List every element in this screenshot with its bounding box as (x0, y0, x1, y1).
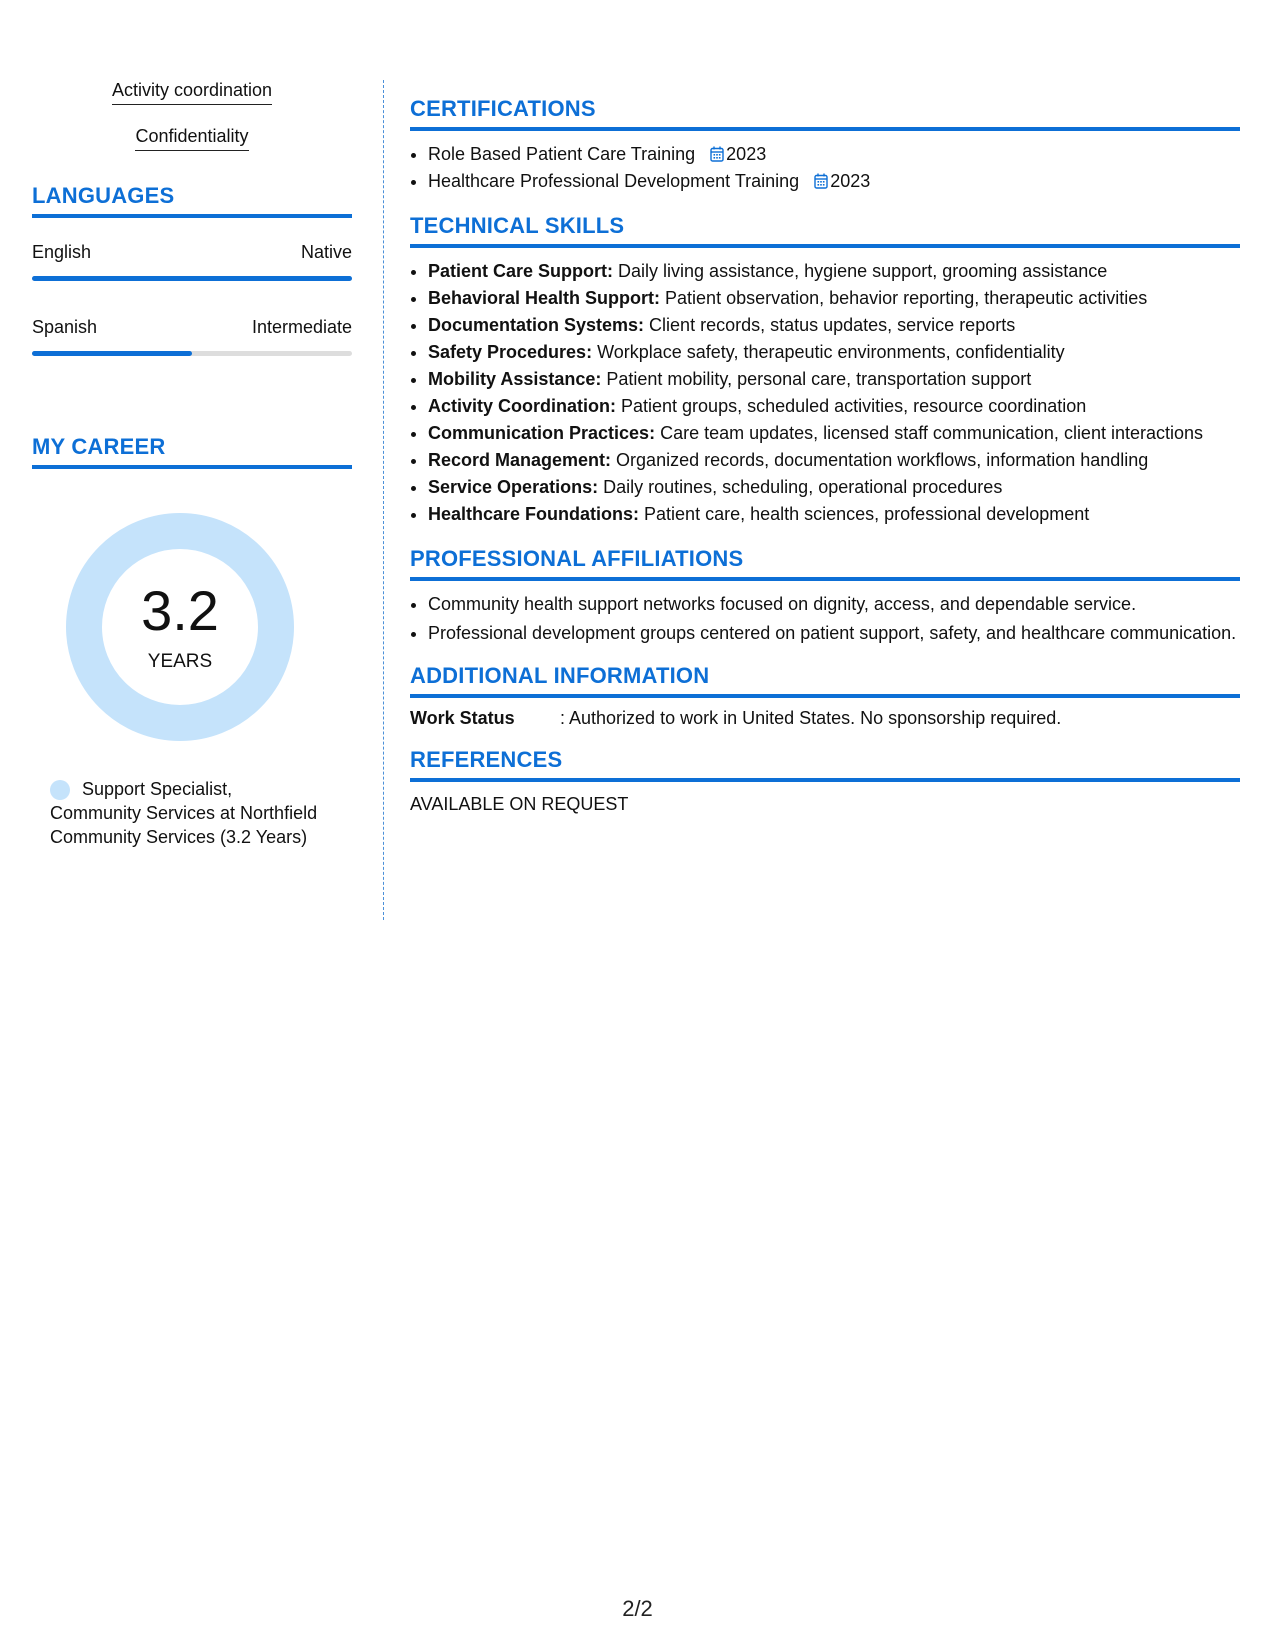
calendar-icon (814, 173, 828, 189)
language-bar-fill (32, 351, 192, 356)
languages-title: LANGUAGES (32, 183, 352, 218)
language-name: English (32, 242, 92, 262)
affiliation-item: • Community health support networks focused on dignity, access, and dependable service. (428, 591, 1240, 618)
skill-desc: Patient observation, behavior reporting, therapeutic activities (660, 288, 1148, 308)
skill-name: Record Management: (428, 450, 612, 470)
technical-skills-title: TECHNICAL SKILLS (410, 213, 1240, 248)
skill-name: Mobility Assistance: (428, 369, 602, 389)
skill-name: Documentation Systems: (428, 315, 645, 335)
certifications-title: CERTIFICATIONS (410, 96, 1240, 131)
right-column (410, 96, 1240, 833)
page-number: 2/2 (622, 1596, 653, 1621)
technical-skill-item (428, 474, 1240, 501)
references-title: REFERENCES (410, 747, 1240, 782)
technical-skill-item (428, 366, 1240, 393)
career-title: MY CAREER (32, 434, 352, 469)
certification-year: 2023 (726, 144, 767, 164)
calendar-icon (710, 146, 724, 162)
skill-name: Service Operations: (428, 477, 599, 497)
column-divider (383, 80, 384, 920)
language-level: Intermediate (251, 317, 352, 337)
language-level: Native (300, 242, 352, 262)
certification-year: 2023 (830, 171, 871, 191)
technical-skill-item (428, 285, 1240, 312)
skill-desc: Patient care, health sciences, professional development (639, 504, 1090, 524)
left-column (32, 80, 352, 849)
career-legend-item (50, 777, 320, 849)
affiliation-item: • Professional development groups centered on patient support, safety, and healthcare communication. (428, 621, 1240, 645)
affiliations-title: PROFESSIONAL AFFILIATIONS (410, 546, 1240, 581)
skill-name: Patient Care Support: (428, 261, 614, 281)
skill-desc: Workplace safety, therapeutic environments, confidentiality (592, 342, 1065, 362)
skill-name: Communication Practices: (428, 423, 656, 443)
work-status-row (410, 708, 1240, 729)
certification-item (428, 168, 1240, 195)
technical-skills-section (410, 213, 1240, 528)
certifications-section (410, 96, 1240, 195)
additional-info-section (410, 663, 1240, 729)
skill-desc: Care team updates, licensed staff communication, client interactions (655, 423, 1204, 443)
technical-skill-item (428, 501, 1240, 528)
career-legend-text: Support Specialist, Community Services at Northfield Community Services (3.2 Years) (50, 779, 318, 847)
legend-dot-icon (50, 780, 70, 800)
technical-skill-item (428, 393, 1240, 420)
skill-name: Activity Coordination: (428, 396, 616, 416)
language-bar-fill (32, 276, 352, 281)
work-status-label: Work Status (410, 708, 515, 728)
skill-desc: Patient groups, scheduled activities, resource coordination (616, 396, 1087, 416)
technical-skill-item (428, 420, 1240, 447)
technical-skill-item (428, 447, 1240, 474)
skill-desc: Daily routines, scheduling, operational procedures (598, 477, 1003, 497)
language-item (32, 317, 352, 356)
skill-tag-item (32, 126, 352, 151)
skill-name: Safety Procedures: (428, 342, 593, 362)
career-years-value: 3.2 (141, 579, 219, 642)
certification-item (428, 141, 1240, 168)
skill-tag-item (32, 80, 352, 105)
career-donut (66, 513, 294, 741)
skill-tag: Confidentiality (135, 126, 248, 151)
skill-tag: Activity coordination (112, 80, 272, 105)
additional-info-title: ADDITIONAL INFORMATION (410, 663, 1240, 698)
technical-skill-item (428, 258, 1240, 285)
language-name: Spanish (32, 317, 98, 337)
technical-skill-item (428, 339, 1240, 366)
skill-desc: Daily living assistance, hygiene support, grooming assistance (613, 261, 1108, 281)
affiliations-section (410, 546, 1240, 645)
references-section (410, 747, 1240, 815)
skill-name: Behavioral Health Support: (428, 288, 661, 308)
skill-desc: Patient mobility, personal care, transportation support (601, 369, 1032, 389)
work-status-value: : Authorized to work in United States. No sponsorship required. (560, 708, 1062, 728)
language-item (32, 242, 352, 281)
certification-name: Role Based Patient Care Training (428, 144, 696, 164)
skill-name: Healthcare Foundations: (428, 504, 640, 524)
skill-desc: Client records, status updates, service reports (644, 315, 1016, 335)
skill-desc: Organized records, documentation workflows, information handling (611, 450, 1149, 470)
language-bar (32, 276, 352, 281)
certification-name: Healthcare Professional Development Training (428, 171, 800, 191)
references-text: AVAILABLE ON REQUEST (410, 794, 629, 814)
language-bar (32, 351, 352, 356)
technical-skill-item (428, 312, 1240, 339)
career-years-unit: YEARS (147, 651, 213, 672)
